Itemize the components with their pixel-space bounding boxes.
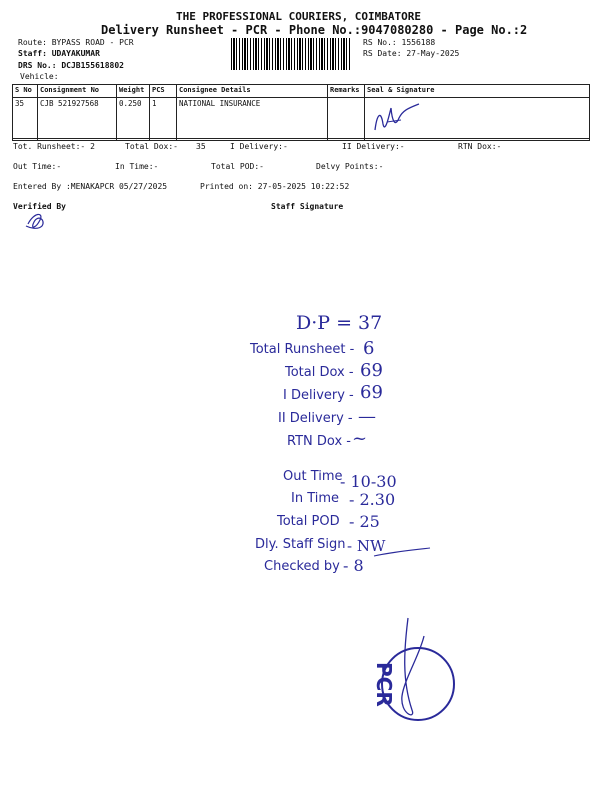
stamp-value-out-time: - 10-30 <box>340 472 397 491</box>
cell <box>328 98 365 141</box>
printed-on: Printed on: 27-05-2025 10:22:52 <box>200 182 350 191</box>
signature-cell <box>365 98 590 141</box>
stamp-value-in-time: - 2.30 <box>349 490 396 509</box>
staff-sign-stroke-icon <box>372 546 432 562</box>
table-row <box>13 98 590 141</box>
cell: CJB 521927568 <box>38 98 117 141</box>
ii-delivery: II Delivery:- <box>342 142 405 151</box>
document-title: Delivery Runsheet - PCR - Phone No.:9047080280 - Page No.:2 <box>101 23 528 37</box>
rs-date: RS Date: 27-May-2025 <box>363 49 460 58</box>
drs-number: DRS No.: DCJB155618802 <box>18 61 124 70</box>
cell: 35 <box>13 98 38 141</box>
delvy-points: Delvy Points:- <box>316 162 384 171</box>
cell: 1 <box>150 98 177 141</box>
initials-signature-icon <box>24 210 50 232</box>
rs-number: RS No.: 1556188 <box>363 38 436 47</box>
cell: 0.250 <box>117 98 150 141</box>
stamp-value-total-runsheet: 6 <box>363 338 375 359</box>
total-pod: Total POD:- <box>211 162 264 171</box>
rtn-dox: RTN Dox:- <box>458 142 502 151</box>
stamp-value-rtn-dox: ~ <box>352 428 368 449</box>
stamp-label-total-dox: Total Dox - <box>285 365 354 380</box>
stamp-label-i-delivery: I Delivery - <box>283 388 354 403</box>
stamp-label-rtn-dox: RTN Dox - <box>287 434 351 449</box>
stamp-label-dly-staff-sign: Dly. Staff Sign <box>255 537 346 552</box>
col-header: Weight <box>117 85 150 98</box>
col-header: Consignment No <box>38 85 117 98</box>
in-time: In Time:- <box>115 162 159 171</box>
col-header: S No <box>13 85 38 98</box>
stamp-value-total-dox: 69 <box>360 360 383 381</box>
handwritten-signature-icon <box>369 100 439 136</box>
barcode <box>231 38 352 70</box>
col-header: Consignee Details <box>177 85 328 98</box>
stamp-label-total-runsheet: Total Runsheet - <box>250 342 355 357</box>
route: Route: BYPASS ROAD - PCR <box>18 38 134 47</box>
stamp-value-i-delivery: 69 <box>360 382 383 403</box>
stamp-label-in-time: In Time <box>291 491 340 506</box>
stamp-value-ii-delivery: — <box>358 406 376 427</box>
runsheet-table <box>12 84 590 141</box>
total-dox-value: 35 <box>196 142 206 151</box>
staff-signature: Staff Signature <box>271 202 344 211</box>
table-header-row <box>13 85 590 98</box>
stamp-label-total-pod: Total POD <box>277 514 340 529</box>
cell: NATIONAL INSURANCE <box>177 98 328 141</box>
stamp-value-dly-staff-sign: - NW <box>347 537 386 555</box>
seal-text: PCR <box>372 662 396 707</box>
dp-count: D·P = 37 <box>296 312 383 334</box>
i-delivery: I Delivery:- <box>230 142 288 151</box>
verified-by: Verified By <box>13 202 66 211</box>
stamp-label-ii-delivery: II Delivery - <box>278 411 353 426</box>
col-header: PCS <box>150 85 177 98</box>
stamp-label-checked-by: Checked by <box>264 559 340 574</box>
stamp-label-out-time: Out Time <box>283 469 343 484</box>
vehicle: Vehicle: <box>20 72 59 81</box>
stamp-value-total-pod: - 25 <box>349 512 380 531</box>
col-header: Seal & Signature <box>365 85 590 98</box>
divider <box>12 138 590 139</box>
tot-runsheet: Tot. Runsheet:- 2 <box>13 142 95 151</box>
company-name: THE PROFESSIONAL COURIERS, COIMBATORE <box>176 10 422 23</box>
total-dox-label: Total Dox:- <box>125 142 178 151</box>
col-header: Remarks <box>328 85 365 98</box>
out-time: Out Time:- <box>13 162 62 171</box>
entered-by: Entered By :MENAKAPCR 05/27/2025 <box>13 182 168 191</box>
stamp-value-checked-by: - 8 <box>343 556 364 575</box>
staff: Staff: UDAYAKUMAR <box>18 49 100 58</box>
